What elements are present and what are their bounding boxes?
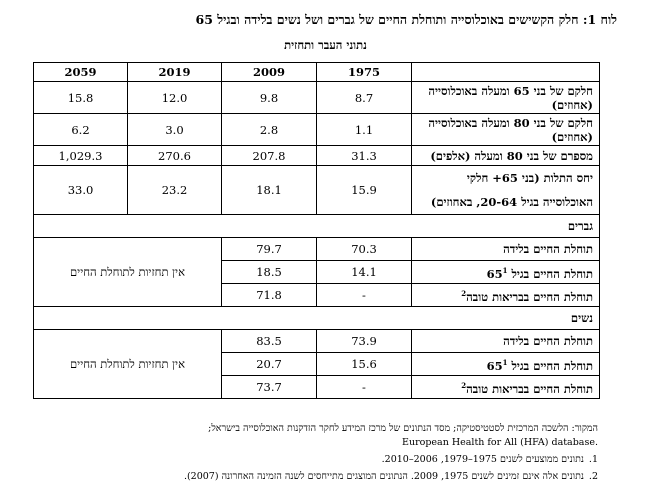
row-label <box>412 238 600 261</box>
cell-value: 15.8 <box>34 82 128 114</box>
cell-value: 3.0 <box>128 114 222 146</box>
cell-value: 207.8 <box>222 146 317 166</box>
footnote-text: נתונים ממוצעים לשנים 1975–1979, 2006–2010. <box>381 454 584 465</box>
cell-value: 1,029.3 <box>34 146 128 166</box>
cell-value: 71.8 <box>222 284 317 307</box>
footnote-number: 2. <box>588 470 598 482</box>
footnote-marker: 1 <box>502 265 508 275</box>
table-subtitle: נתוני העבר ותחזית <box>284 38 367 52</box>
cell-value: 31.3 <box>317 146 412 166</box>
footnote-text: נתונים אלה אינם זמינים לשנים 1975, 2009. הנתונים המוצגים מתייחסים לשנה הזמינה האחרונה (2007). <box>183 470 584 482</box>
header-label-cell <box>412 63 600 82</box>
row-label <box>412 376 600 399</box>
table-row <box>34 238 600 261</box>
table-row <box>34 166 600 215</box>
table-row <box>34 114 600 146</box>
row-label-text: תוחלת החיים בגיל 65 <box>486 358 593 373</box>
row-label-text: תוחלת החיים בבריאות טובה <box>466 381 593 396</box>
no-projection-note: אין תחזיות לתוחלת החיים <box>34 330 222 399</box>
row-label <box>412 261 600 284</box>
no-projection-note: אין תחזיות לתוחלת החיים <box>34 238 222 307</box>
cell-value: - <box>317 284 412 307</box>
cell-value: 9.8 <box>222 82 317 114</box>
row-label <box>412 330 600 353</box>
cell-value: 14.1 <box>317 261 412 284</box>
header-year: 1975 <box>317 63 412 82</box>
footnote-1 <box>30 453 598 467</box>
section-row-men <box>34 215 600 238</box>
cell-value: 15.6 <box>317 353 412 376</box>
row-label-text: תוחלת החיים בגיל 65 <box>486 266 593 281</box>
table-row <box>34 330 600 353</box>
cell-value: 18.5 <box>222 261 317 284</box>
cell-value: 1.1 <box>317 114 412 146</box>
cell-value: 73.7 <box>222 376 317 399</box>
cell-value: 270.6 <box>128 146 222 166</box>
table-row <box>34 82 600 114</box>
header-row <box>34 63 600 82</box>
row-label: חלקם של בני 65 ומעלה באוכלוסייה (אחוזים) <box>412 82 600 114</box>
cell-value: 12.0 <box>128 82 222 114</box>
table-title: לוח 1: חלק הקשישים באוכלוסייה ותוחלת החיים של גברים ושל נשים בלידה ובגיל 65 <box>195 12 617 27</box>
source-note-en: European Health for All (HFA) database. <box>402 436 598 448</box>
cell-value: 18.1 <box>222 166 317 215</box>
cell-value: 83.5 <box>222 330 317 353</box>
section-title-men: גברים <box>34 215 600 238</box>
cell-value: 79.7 <box>222 238 317 261</box>
row-label-text: תוחלת החיים בלידה <box>503 334 593 348</box>
row-label-text: תוחלת החיים בלידה <box>503 242 593 256</box>
cell-value: 73.9 <box>317 330 412 353</box>
source-note: המקור: הלשכה המרכזית לסטטיסטיקה; מסד הנתונים של מרכז המידע לחקר הזדקנות האוכלוסייה בישראל; <box>208 423 598 434</box>
section-title-women: נשים <box>34 307 600 330</box>
cell-value: - <box>317 376 412 399</box>
footnote-marker: 2 <box>461 380 467 390</box>
row-label <box>412 353 600 376</box>
row-label: חלקם של בני 80 ומעלה באוכלוסייה (אחוזים) <box>412 114 600 146</box>
cell-value: 6.2 <box>34 114 128 146</box>
cell-value: 2.8 <box>222 114 317 146</box>
row-label-text: תוחלת החיים בבריאות טובה <box>466 289 593 304</box>
cell-value: 70.3 <box>317 238 412 261</box>
row-label: מספרם של בני 80 ומעלה (אלפים) <box>412 146 600 166</box>
cell-value: 8.7 <box>317 82 412 114</box>
section-row-women <box>34 307 600 330</box>
cell-value: 15.9 <box>317 166 412 215</box>
footnote-marker: 1 <box>502 357 508 367</box>
footnote-marker: 2 <box>461 288 467 298</box>
row-label <box>412 284 600 307</box>
header-year: 2059 <box>34 63 128 82</box>
header-year: 2009 <box>222 63 317 82</box>
footnote-number: 1. <box>588 454 598 465</box>
footnote-2 <box>30 470 598 484</box>
row-label: יחס התלות (בני 65+ חלקי האוכלוסייה בגיל 20-64, באחוזים) <box>412 166 600 215</box>
header-year: 2019 <box>128 63 222 82</box>
cell-value: 20.7 <box>222 353 317 376</box>
table-notes <box>30 422 598 483</box>
cell-value: 23.2 <box>128 166 222 215</box>
cell-value: 33.0 <box>34 166 128 215</box>
data-table <box>33 62 600 399</box>
table-row <box>34 146 600 166</box>
